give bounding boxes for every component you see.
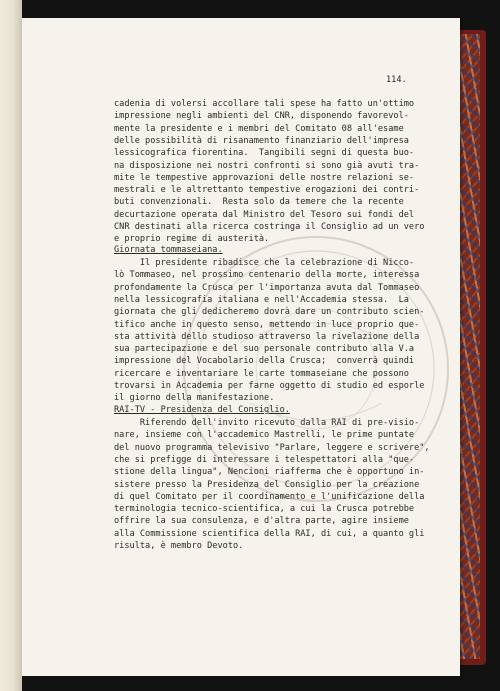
text-line: offrire la sua consulenza, e d'altra parte, agire insieme <box>114 516 409 527</box>
document-page <box>22 18 460 676</box>
text-line: buti convenzionali. Resta solo da temere che la recente <box>114 197 404 208</box>
text-line: profondamente la Crusca per l'importanza avuta dal Tommaseo <box>114 282 420 293</box>
text-line: sta attività dello studioso attraverso la rivelazione della <box>114 331 420 342</box>
text-line: trovarsi in Accademia per farne oggetto di studio ed esporle <box>114 381 425 391</box>
left-page-edge <box>0 0 22 691</box>
document-text <box>22 18 460 676</box>
text-line: nella lessicografia italiana e nell'Accademia stessa. La <box>114 294 409 305</box>
text-line: sistere presso la Presidenza del Consiglio per la creazione <box>114 479 420 490</box>
text-line: impressione negli ambienti del CNR, disponendo favorevol- <box>114 111 409 122</box>
text-line: che si prefigge di interessare i telespettatori alla "que- <box>114 454 415 465</box>
page-number: 114. <box>386 75 407 85</box>
text-line: mite le tempestive approvazioni delle nostre relazioni se- <box>114 172 415 183</box>
text-line: Riferendo dell'invito ricevuto dalla RAI di pre-visio- <box>114 418 420 428</box>
text-line: sua partecipazione e del suo personale contributo alla V.a <box>114 344 415 355</box>
text-line: il giorno della manifestazione. <box>114 393 275 404</box>
text-line: decurtazione operata dal Ministro del Tesoro sui fondi del <box>114 209 415 220</box>
text-line: na disposizione nei nostri confronti si sono già avuti tra- <box>114 160 420 171</box>
text-line: CNR destinati alla ricerca costringa il Consiglio ad un vero <box>114 222 425 232</box>
text-line: tifico anche in questo senso, mettendo in luce proprio que- <box>114 319 420 330</box>
text-line: terminologia tecnico-scientifica, a cui la Crusca potrebbe <box>114 504 415 515</box>
text-line: giornata che gli dedicheremo dovrà dare un contributo scien- <box>114 307 425 318</box>
text-line: ricercare e inventariare le carte tommaseiane che possono <box>114 368 409 379</box>
heading-giornata-tommaseiana: Giornata tommaseiana. <box>114 245 223 255</box>
text-line: lessicografica fiorentina. Tangibili segni di questa buo- <box>114 148 415 159</box>
text-line: di quel Comitato per il coordinamento e l'unificazione della <box>114 491 425 502</box>
text-line: del nuovo programma televisivo "Parlare, leggere e scrivere", <box>114 442 430 453</box>
text-line: impressione del Vocabolario della Crusca; converrà quindi <box>114 356 415 367</box>
text-line: nare, insieme con l'accademico Mastrelli, le prime puntate <box>114 430 415 441</box>
text-line: alla Commissione scientifica della RAI, di cui, a quanto gli <box>114 528 425 539</box>
text-line: Il presidente ribadisce che la celebrazione di Nicco- <box>114 258 415 268</box>
text-line: mestrali e le altrettanto tempestive erogazioni dei contri- <box>114 185 420 196</box>
text-line: e proprio regime di austerità. <box>114 234 270 245</box>
text-line: cadenia di volersi accollare tali spese ha fatto un'ottimo <box>114 99 415 109</box>
text-line: stione della lingua", Nencioni riafferma che è opportuno in- <box>114 467 425 478</box>
text-line: lò Tommaseo, nel prossimo centenario della morte, interessa <box>114 270 420 281</box>
text-line: mente la presidente e i membri del Comitato 08 all'esame <box>114 123 404 134</box>
text-line: delle possibilità di risanamento finanziario dell'impresa <box>114 135 409 146</box>
text-line: risulta, è membro Devoto. <box>114 541 244 551</box>
heading-rai-tv: RAI-TV - Presidenza del Consiglio. <box>114 405 290 415</box>
